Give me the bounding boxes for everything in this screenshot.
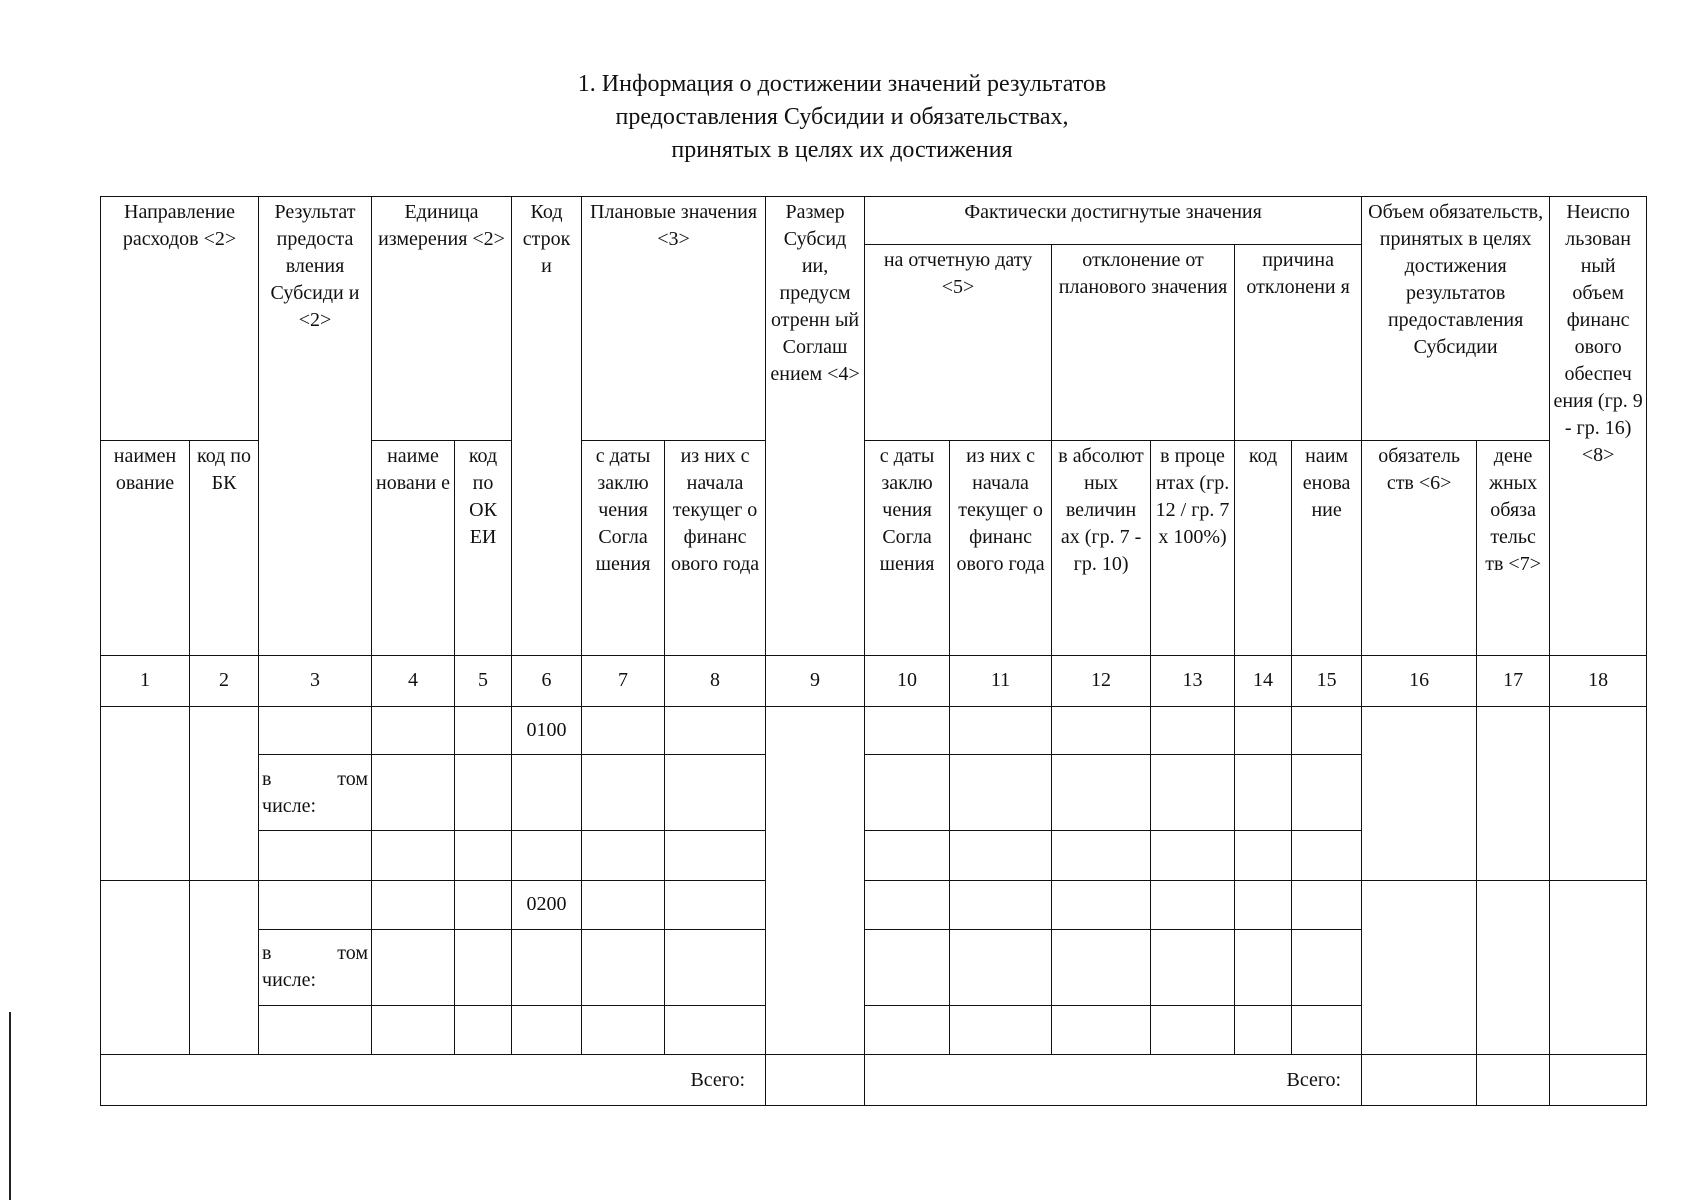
- col-num-18: 18: [1550, 656, 1647, 707]
- col-num-4: 4: [372, 656, 455, 707]
- cell-empty: [950, 929, 1052, 1005]
- total-label-actual: Всего:: [865, 1055, 1362, 1106]
- col-num-6: 6: [512, 656, 582, 707]
- cell-empty: [950, 831, 1052, 881]
- cell-empty: [455, 1005, 512, 1055]
- col-num-2: 2: [190, 656, 259, 707]
- col-num-14: 14: [1235, 656, 1292, 707]
- title-line-1: 1. Информация о достижении значений результатов: [577, 71, 1107, 97]
- cell-deviation-abs: [1052, 880, 1151, 929]
- cell-unused: [1550, 880, 1647, 1054]
- cell-empty: [259, 831, 372, 881]
- cell-direction-code: [190, 880, 259, 1054]
- cell-empty: [665, 831, 766, 881]
- cell-reason-name: [1292, 880, 1362, 929]
- cell-unit-name: [372, 880, 455, 929]
- col-num-12: 12: [1052, 656, 1151, 707]
- cell-empty: [1052, 1005, 1151, 1055]
- cell-direction-name: [101, 706, 190, 880]
- margin-line: [9, 1012, 11, 1200]
- cell-obligations-money: [1477, 706, 1550, 880]
- report-table: [100, 196, 1647, 1106]
- cell-planned-from-date: [582, 880, 665, 929]
- cell-unit-name: [372, 706, 455, 755]
- header-planned-from-year: из них с начала текущег о финанс ового года: [665, 441, 766, 656]
- cell-actual-from-date: [865, 706, 950, 755]
- cell-result: [259, 880, 372, 929]
- cell-empty: [865, 831, 950, 881]
- cell-empty: [950, 755, 1052, 831]
- cell-actual-from-year: [950, 706, 1052, 755]
- cell-empty: [1235, 831, 1292, 881]
- cell-empty: [512, 929, 582, 1005]
- cell-obligations-total: [1362, 880, 1477, 1054]
- header-obligations: Объем обязательств, принятых в целях достижения результатов предоставления Субсидии: [1362, 197, 1550, 441]
- cell-empty: [1292, 755, 1362, 831]
- cell-empty: [455, 755, 512, 831]
- cell-unit-okei: [455, 706, 512, 755]
- title-line-3: принятых в целях их достижения: [671, 137, 1013, 163]
- header-row-1: [101, 197, 1647, 245]
- col-num-17: 17: [1477, 656, 1550, 707]
- cell-empty: [259, 1005, 372, 1055]
- cell-reason-name: [1292, 706, 1362, 755]
- cell-empty: [665, 929, 766, 1005]
- cell-empty: [512, 755, 582, 831]
- col-num-3: 3: [259, 656, 372, 707]
- col-num-13: 13: [1151, 656, 1235, 707]
- header-reporting-date: на отчетную дату <5>: [865, 244, 1052, 441]
- header-planned-from-date: с даты заклю чения Согла шения: [582, 441, 665, 656]
- cell-result: [259, 706, 372, 755]
- cell-empty: [1235, 929, 1292, 1005]
- header-result: Результат предоста вления Субсиди и <2>: [259, 197, 372, 656]
- cell-empty: [512, 831, 582, 881]
- cell-unit-okei: [455, 880, 512, 929]
- cell-empty: [582, 755, 665, 831]
- cell-actual-from-date: [865, 880, 950, 929]
- cell-empty: [865, 929, 950, 1005]
- header-subsidy-size: Размер Субсид ии, предусм отренн ый Соглаш ением <4>: [766, 197, 865, 656]
- header-unit: Единица измерения <2>: [372, 197, 512, 441]
- header-row-code: Код строк и: [512, 197, 582, 656]
- header-deviation-abs: в абсолют ных величин ах (гр. 7 - гр. 10): [1052, 441, 1151, 656]
- header-unused: Неиспо льзован ный объем финанс ового обеспеч ения (гр. 9 - гр. 16) <8>: [1550, 197, 1647, 656]
- col-num-10: 10: [865, 656, 950, 707]
- cell-empty: [512, 1005, 582, 1055]
- total-unused: [1550, 1055, 1647, 1106]
- cell-obligations-total: [1362, 706, 1477, 880]
- total-subsidy-size: [766, 1055, 865, 1106]
- cell-empty: [1052, 831, 1151, 881]
- header-direction-name: наимен ование: [101, 441, 190, 656]
- cell-empty: [1151, 929, 1235, 1005]
- column-numbers-row: [101, 656, 1647, 707]
- header-actual: Фактически достигнутые значения: [865, 197, 1362, 245]
- cell-planned-from-date: [582, 706, 665, 755]
- totals-row: [101, 1055, 1647, 1106]
- cell-actual-from-year: [950, 880, 1052, 929]
- header-deviation: отклонение от планового значения: [1052, 244, 1235, 441]
- cell-empty: [665, 755, 766, 831]
- cell-direction-code: [190, 706, 259, 880]
- data-row-0100: [101, 706, 1647, 755]
- cell-empty: [865, 1005, 950, 1055]
- header-unit-okei: код по ОК ЕИ: [455, 441, 512, 656]
- cell-direction-name: [101, 880, 190, 1054]
- header-direction-code: код по БК: [190, 441, 259, 656]
- header-obligations-money: дене жных обяза тельс тв <7>: [1477, 441, 1550, 656]
- cell-empty: [372, 831, 455, 881]
- header-deviation-reason: причина отклонени я: [1235, 244, 1362, 441]
- cell-planned-from-year: [665, 706, 766, 755]
- col-num-7: 7: [582, 656, 665, 707]
- cell-empty: [1151, 1005, 1235, 1055]
- cell-empty: [372, 755, 455, 831]
- including-label-2: в том числе:: [259, 929, 372, 1005]
- cell-empty: [1151, 831, 1235, 881]
- col-num-9: 9: [766, 656, 865, 707]
- cell-empty: [582, 831, 665, 881]
- cell-empty: [1235, 755, 1292, 831]
- header-reason-name: наим енова ние: [1292, 441, 1362, 656]
- document-title: [0, 68, 1684, 167]
- col-num-1: 1: [101, 656, 190, 707]
- header-deviation-pct: в проце нтах (гр. 12 / гр. 7 x 100%): [1151, 441, 1235, 656]
- cell-empty: [455, 831, 512, 881]
- cell-reason-code: [1235, 880, 1292, 929]
- cell-empty: [372, 1005, 455, 1055]
- cell-empty: [1151, 755, 1235, 831]
- cell-empty: [950, 1005, 1052, 1055]
- total-obligations-money: [1477, 1055, 1550, 1106]
- header-actual-from-date: с даты заклю чения Согла шения: [865, 441, 950, 656]
- cell-empty: [865, 755, 950, 831]
- col-num-8: 8: [665, 656, 766, 707]
- col-num-11: 11: [950, 656, 1052, 707]
- cell-planned-from-year: [665, 880, 766, 929]
- cell-empty: [1292, 929, 1362, 1005]
- total-obligations-total: [1362, 1055, 1477, 1106]
- col-num-5: 5: [455, 656, 512, 707]
- cell-empty: [1292, 831, 1362, 881]
- header-direction: Направление расходов <2>: [101, 197, 259, 441]
- header-planned: Плановые значения <3>: [582, 197, 766, 441]
- col-num-16: 16: [1362, 656, 1477, 707]
- cell-deviation-abs: [1052, 706, 1151, 755]
- cell-reason-code: [1235, 706, 1292, 755]
- cell-deviation-pct: [1151, 706, 1235, 755]
- cell-empty: [455, 929, 512, 1005]
- cell-unused: [1550, 706, 1647, 880]
- header-unit-name: наиме новани е: [372, 441, 455, 656]
- cell-empty: [1052, 755, 1151, 831]
- header-obligations-total: обязатель ств <6>: [1362, 441, 1477, 656]
- cell-empty: [1292, 1005, 1362, 1055]
- cell-empty: [582, 929, 665, 1005]
- cell-empty: [1235, 1005, 1292, 1055]
- header-reason-code: код: [1235, 441, 1292, 656]
- including-label-1: в том числе:: [259, 755, 372, 831]
- title-line-2: предоставления Субсидии и обязательствах,: [615, 104, 1069, 130]
- cell-empty: [665, 1005, 766, 1055]
- cell-empty: [1052, 929, 1151, 1005]
- data-row-0200: [101, 880, 1647, 929]
- cell-deviation-pct: [1151, 880, 1235, 929]
- header-actual-from-year: из них с начала текущег о финанс ового года: [950, 441, 1052, 656]
- cell-empty: [582, 1005, 665, 1055]
- cell-subsidy-size: [766, 706, 865, 1055]
- row-code-0200: 0200: [512, 880, 582, 929]
- col-num-15: 15: [1292, 656, 1362, 707]
- cell-empty: [372, 929, 455, 1005]
- cell-obligations-money: [1477, 880, 1550, 1054]
- total-label-planned: Всего:: [101, 1055, 766, 1106]
- row-code-0100: 0100: [512, 706, 582, 755]
